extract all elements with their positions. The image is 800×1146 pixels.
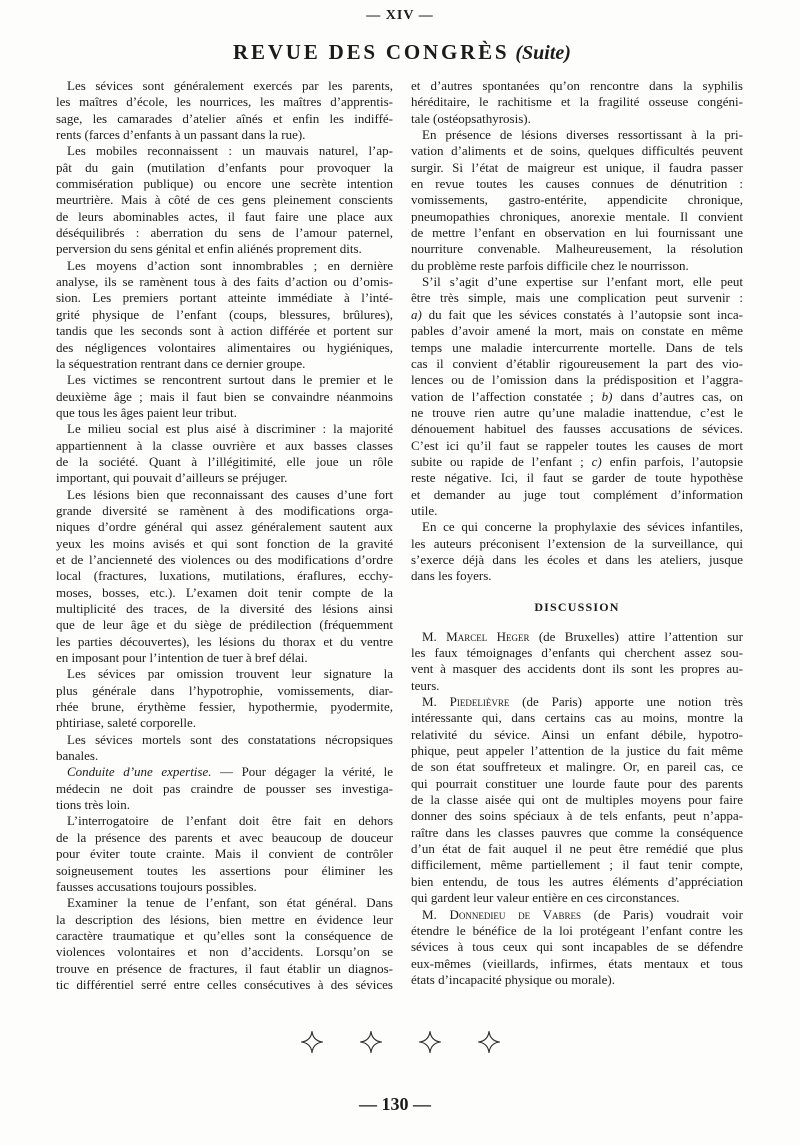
text-line: Les lésions bien que reconnaissant des causes d’une fort <box>67 486 393 502</box>
text-line: banales. <box>56 748 99 764</box>
fleuron-icon <box>300 1030 324 1054</box>
paragraph <box>56 258 393 372</box>
text-line: pables d’avoir amené la mort, mais on constate en même <box>411 323 743 339</box>
text-line: Les sévices mortels sont des constatations nécropsiques <box>67 731 393 747</box>
discussion-heading: DISCUSSION <box>534 599 620 614</box>
text-line: phique, peut appeler l’attention de la justice du fait même <box>411 743 743 759</box>
text-run: (de Bruxelles) attire l’attention sur <box>529 628 743 644</box>
text-line: En ce qui concerne la prophylaxie des sévices infantiles, <box>422 519 743 535</box>
text-line <box>411 907 743 923</box>
text-line: lences ou de l’omission dans la prédisposition et l’aggra- <box>411 372 743 388</box>
ornament-row <box>300 1030 501 1054</box>
text-line: vent à masquer des accidents dont ils sont les propres au- <box>411 661 743 677</box>
text-line: pour éviter toute crainte. Mais il convient de contrôler <box>56 846 393 862</box>
text-line: tic différentiel serré entre celles consécutives à des sévices <box>56 976 393 992</box>
text-run: enfin parfois, l’autopsie <box>601 453 743 469</box>
paragraph <box>56 764 393 813</box>
text-line: rents (farces d’enfants à un passant dans la rue). <box>56 127 306 143</box>
text-line: les parties découvertes), les lésions du thorax et du ventre <box>56 633 393 649</box>
text-run: vation de l’affection constatée ; <box>411 388 602 404</box>
left-column <box>56 78 393 993</box>
text-line: local (fractures, luxations, mutilations, éraflures, ecchy- <box>56 568 393 584</box>
paragraph <box>411 629 743 694</box>
page-title <box>0 40 800 65</box>
text-line: intéressante qui, dans certains cas au moins, montre la <box>411 710 743 726</box>
text-run: — Pour dégager la vérité, le <box>211 764 393 780</box>
text-run: M. <box>422 906 450 922</box>
text-line: nourriture convenable. Malheureusement, la résolution <box>411 241 743 257</box>
text-line: en revue toutes les causes connues de dénutrition : <box>411 176 743 192</box>
text-line: grande diversité se ramènent à des modifications orga- <box>56 502 393 518</box>
paragraph <box>56 372 393 421</box>
text-line: surgir. Si l’état de maigreur est unique, il faudra passer <box>411 159 743 175</box>
text-line: sage, les camarades d’atelier aînés et enfin les indiffé- <box>56 110 393 126</box>
text-line: s’exerce déjà dans les écoles et dans les ateliers, jusque <box>411 551 743 567</box>
paragraph <box>411 694 743 906</box>
text-line: rhée brune, érythème fessier, hypothermie, pyodermite, <box>56 699 393 715</box>
text-line: deuxième âge ; mais il faut bien se convaindre néanmoins <box>56 388 393 404</box>
text-line: Les moyens d’action sont innombrables ; en dernière <box>67 257 393 273</box>
text-line: appartiennent à la classe ouvrière et aux basses classes <box>56 437 393 453</box>
speaker-name: Donnedieu de Vabres <box>449 906 581 922</box>
text-line: S’il s’agit d’une expertise sur l’enfant mort, elle peut <box>422 274 743 290</box>
text-line: états d’incapacité physique ou morale). <box>411 971 615 987</box>
text-line: ne trouve rien autre qu’une maladie inattendue, c’est le <box>411 404 743 420</box>
text-line <box>411 629 743 645</box>
text-line: de son état souffreteux et malingre. Or, en pareil cas, ce <box>411 759 743 775</box>
text-line: teurs. <box>411 677 440 693</box>
text-line: des négligences volontaires alimentaires ou hygiéniques, <box>56 339 393 355</box>
text-line: analyse, ils se ramènent tous à des faits d’action ou d’omis- <box>56 274 393 290</box>
text-line: déséquilibrés : aberration du sens de l’amour paternel, <box>56 225 393 241</box>
text-line: trouve en présence de fractures, il faut établir un diagnos- <box>56 960 393 976</box>
italic-text: Conduite d’une expertise. <box>67 764 212 780</box>
text-line: tions très loin. <box>56 797 131 813</box>
text-line: pneumopathies chroniques, anorexie mentale. Il convient <box>411 208 743 224</box>
text-line: C’est ici qu’il faut se rappeler toutes les causes de mort <box>411 437 743 453</box>
paragraph <box>56 143 393 257</box>
title-main: REVUE DES CONGRÈS <box>233 40 510 64</box>
text-line: et de l’ancienneté des violences ou des modifications d’ordre <box>56 551 393 567</box>
paragraph <box>56 732 393 765</box>
text-line: la séquestration rentrant dans ce dernier groupe. <box>56 355 306 371</box>
text-run: M. <box>422 694 450 710</box>
text-line: Les victimes se rencontrent surtout dans le premier et le <box>67 372 393 388</box>
text-line: fausses accusations toujours possibles. <box>56 878 257 894</box>
text-line: être très simple, mais une complication peut survenir : <box>411 290 743 306</box>
italic-text: b) <box>601 388 613 404</box>
text-line: temps une maladie intercurrente mortelle. Dans de tels <box>411 339 743 355</box>
text-line <box>411 454 743 470</box>
text-line: yeux les moins avisés et qui sont fonction de la gravité <box>56 535 393 551</box>
text-line: qui gardent leur valeur entière en ces circonstances. <box>411 890 680 906</box>
text-line: sévices à tous ceux qui sont incapables de se défendre <box>411 939 743 955</box>
text-line: vomissements, gastro-entérite, appendicite chronique, <box>411 192 743 208</box>
text-line: niques d’ordre général qui assez généralement sautent aux <box>56 519 393 535</box>
text-line: et demander au juge tout complément d’information <box>411 486 743 502</box>
text-line: en imposant pour l’intention de tuer à bref délai. <box>56 650 308 666</box>
text-line <box>411 389 743 405</box>
text-line: raître dans les classes pauvres que comme la conséquence <box>411 824 743 840</box>
text-line <box>411 307 743 323</box>
text-line: important, qui pouvait d’ailleurs se préjuger. <box>56 470 288 486</box>
text-line: Les sévices par omission trouvent leur signature la <box>67 666 393 682</box>
text-line: d’un état de fait auquel il ne peut être remédié que plus <box>411 841 743 857</box>
text-run: du fait que les sévices constatés à l’autopsie sont inca- <box>421 306 743 322</box>
paragraph <box>56 421 393 486</box>
paragraph <box>56 895 393 993</box>
fleuron-icon <box>359 1030 383 1054</box>
paragraph <box>56 487 393 667</box>
text-line <box>411 694 743 710</box>
paragraph <box>411 907 743 989</box>
text-line: Les sévices sont généralement exercés par les parents, <box>67 78 393 93</box>
text-line: En présence de lésions diverses ressortissant à la pri- <box>422 127 743 143</box>
text-line: que de leur âge et du siège de prédilection (fréquemment <box>56 617 393 633</box>
text-line: dans les foyers. <box>411 568 492 584</box>
text-line: meurtrière. Mais à côté de ces gens pleinement conscients <box>56 192 393 208</box>
text-line: relativité du sévice. Ainsi un enfant débile, hypotro- <box>411 726 743 742</box>
text-line: sion. Les premiers portant atteinte immédiate à l’inté- <box>56 290 393 306</box>
text-line: vation d’aliments et de soins, quelques difficultés peuvent <box>411 143 743 159</box>
text-line: grité physique de l’enfant (coups, blessures, brûlures), <box>56 306 393 322</box>
speaker-name: Piedelièvre <box>449 694 510 710</box>
text-line: médecin ne doit pas craindre de pousser ses investiga- <box>56 780 393 796</box>
text-line: de la présence des parents et avec beaucoup de douceur <box>56 829 393 845</box>
text-line: que tous les âges paient leur tribut. <box>56 404 237 420</box>
text-line: de leurs abominables actes, il faut faire une place aux <box>56 208 393 224</box>
paragraph <box>56 78 393 143</box>
text-line: de la société. Quant à l’illégitimité, elle joue un rôle <box>56 453 393 469</box>
text-line: cas il convient d’établir rigoureusement la part des vio- <box>411 355 743 371</box>
text-line: héréditaire, le rachitisme et la fragilité osseuse congéni- <box>411 94 743 110</box>
paragraph <box>411 274 743 519</box>
fleuron-icon <box>477 1030 501 1054</box>
text-line: tandis que les seconds sont à action différée et portent sur <box>56 323 393 339</box>
paragraph <box>411 78 743 127</box>
text-line: phtiriase, saleté corporelle. <box>56 715 197 731</box>
running-folio: — XIV — <box>366 8 434 23</box>
text-line: Les mobiles reconnaissent : un mauvais naturel, l’ap- <box>67 143 393 159</box>
text-line <box>56 764 393 780</box>
text-line: et d’autres spontanées qu’on rencontre dans la syphilis <box>411 78 743 93</box>
text-line: multiplicité des traces, de la diversité des lésions ainsi <box>56 601 393 616</box>
text-line: étendre le bénéfice de la loi protégeant l’enfant contre les <box>411 922 743 938</box>
text-line: reste négative. Ici, il faut se garder de toute hypothèse <box>411 470 743 486</box>
title-suffix: (Suite) <box>515 42 571 64</box>
fleuron-icon <box>418 1030 442 1054</box>
paragraph <box>56 813 393 895</box>
text-line: qui pourrait constituer une lourde faute pour des parents <box>411 775 743 791</box>
text-line: violences volontaires et non d’accidents. Lorsqu’on se <box>56 944 393 960</box>
speaker-name: Marcel Heger <box>446 628 530 644</box>
text-line: pât du gain (mutilation d’enfants pour provoquer la <box>56 159 393 175</box>
text-line: moses, bosses, etc.). L’examen doit tenir compte de la <box>56 584 393 600</box>
text-run: (de Paris) voudrait voir <box>580 906 743 922</box>
text-line: les faux témoignages d’enfants qui cherchent assez sou- <box>411 645 743 660</box>
text-line: plus générale dans l’hypotrophie, vomissements, diar- <box>56 682 393 698</box>
text-line: L’interrogatoire de l’enfant doit être fait en dehors <box>67 813 393 829</box>
text-line: soigneusement toutes les assertions pour éliminer les <box>56 862 393 878</box>
text-line: les maîtres d’école, les nourrices, les maîtres d’apprentis- <box>56 94 393 110</box>
paragraph <box>411 519 743 584</box>
right-column <box>411 78 743 988</box>
paragraph <box>56 666 393 731</box>
text-line: eux-mêmes (vieillards, infirmes, états mentaux et tous <box>411 955 743 971</box>
text-line: tale (ostéopsathyrosis). <box>411 110 531 126</box>
page-number: — 130 — <box>359 1094 431 1114</box>
text-line: Le milieu social est plus aisé à discriminer : la majorité <box>67 421 393 437</box>
text-run: M. <box>422 628 447 644</box>
text-line: utile. <box>411 502 438 518</box>
text-line: dénouement habituel des fausses accusations de sévices. <box>411 421 743 437</box>
text-line: caractère traumatique et qu’elles sont la conséquence de <box>56 927 393 943</box>
text-run: (de Paris) apporte une notion très <box>509 694 743 710</box>
text-line: perversion du sens génital et enfin aliénés proprement dits. <box>56 241 362 257</box>
text-line: de la classe aisée qui ont de multiples moyens pour faire <box>411 792 743 808</box>
text-line: du problème reste parfois difficile chez le nourrisson. <box>411 257 689 273</box>
text-line: les auteurs préconisent l’extension de la surveillance, qui <box>411 535 743 551</box>
text-run: dans d’autres cas, on <box>612 388 743 404</box>
text-run: subite ou rapide de l’enfant ; <box>411 453 592 469</box>
text-line: donner des soins spéciaux à de tels enfants, peut n’appa- <box>411 808 743 824</box>
text-line: la description des lésions, bien mettre en évidence leur <box>56 911 393 927</box>
text-line: de mettre l’enfant en observation en lui fournissant une <box>411 225 743 241</box>
italic-text: a) <box>411 306 422 322</box>
text-line: difficilement, même partiellement ; il faut tenir compte, <box>411 857 743 873</box>
paragraph <box>411 127 743 274</box>
text-line: bien entendu, de tous les autres éléments d’appréciation <box>411 873 743 889</box>
italic-text: c) <box>591 453 602 469</box>
text-line: commisération publique) ou encore une secrète intention <box>56 176 393 192</box>
text-line: Examiner la tenue de l’enfant, son état général. Dans <box>67 895 393 911</box>
